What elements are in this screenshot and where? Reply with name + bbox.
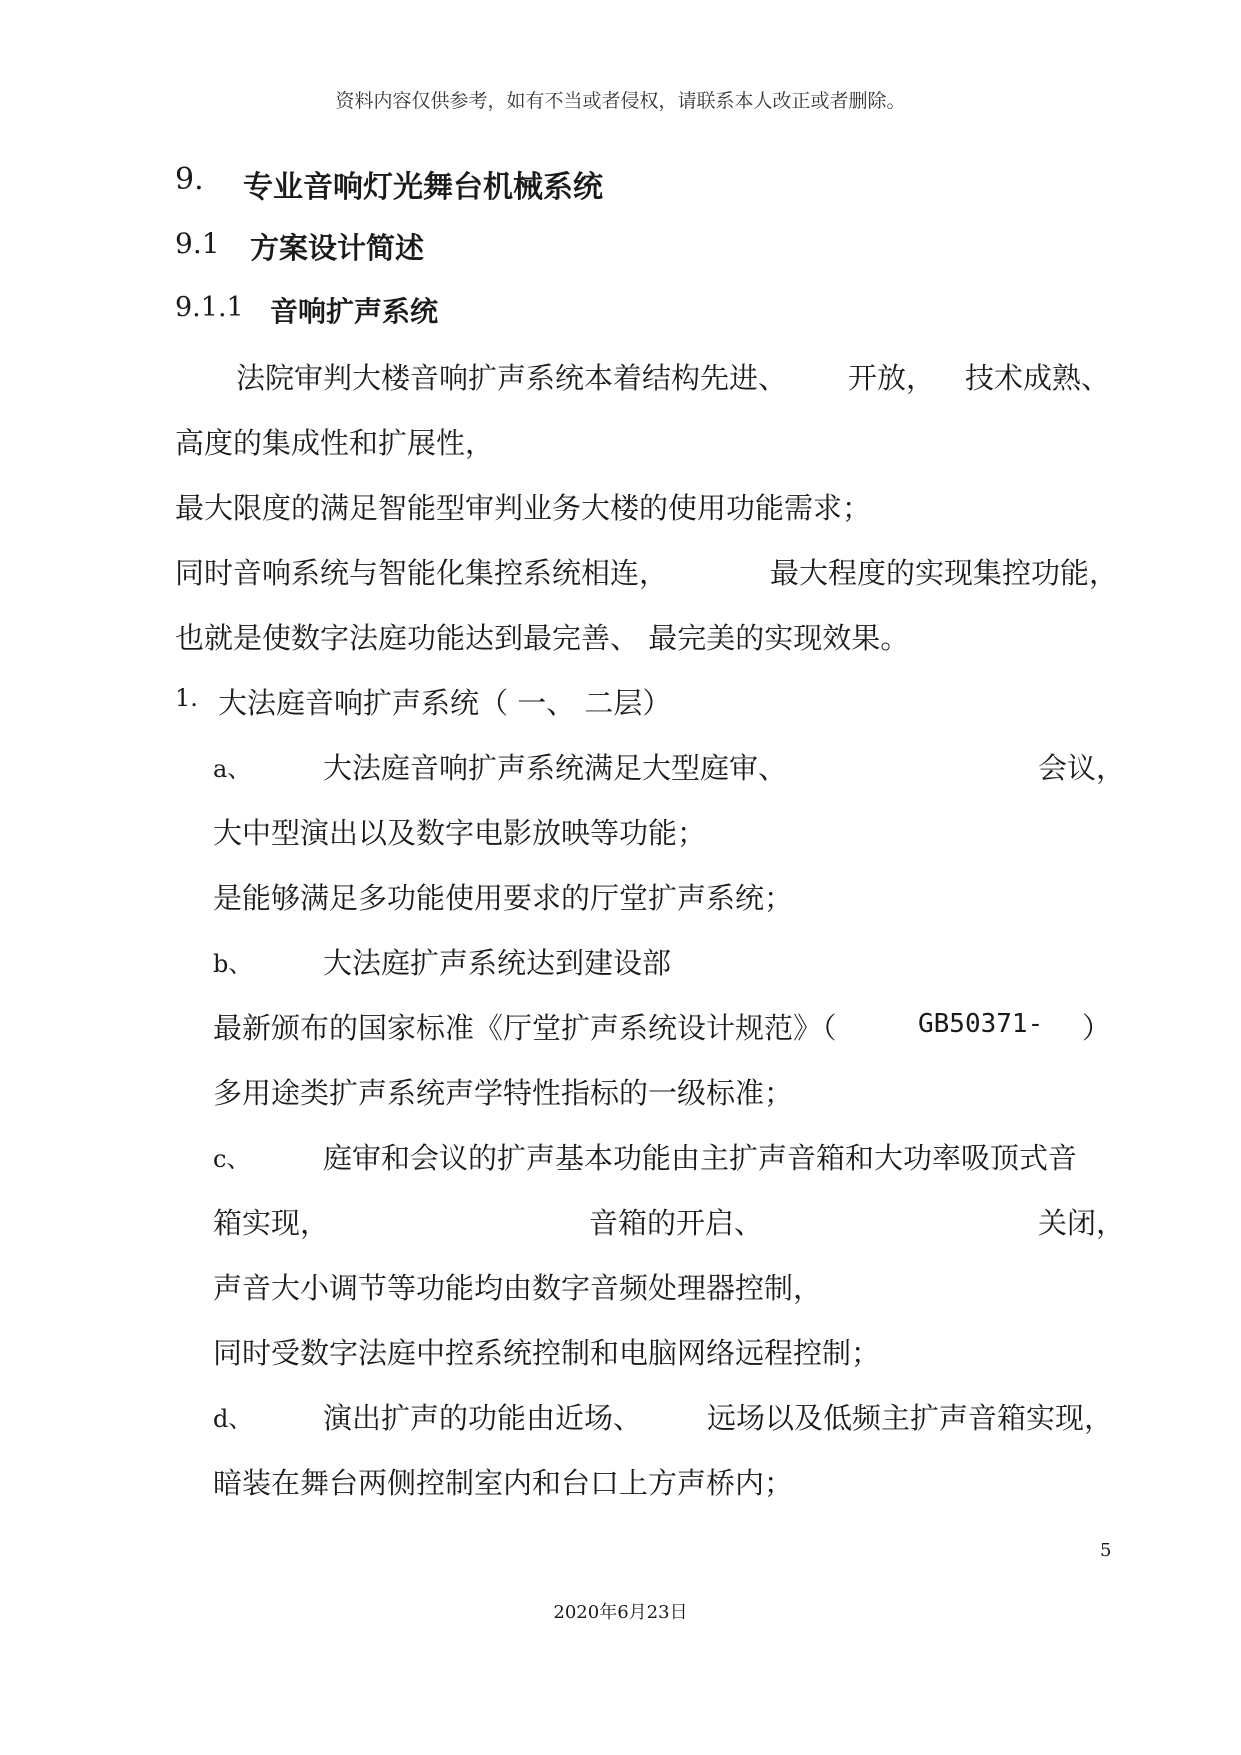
item-d-line-2: 暗装在舞台两侧控制室内和台口上方声桥内； (213, 1466, 794, 1500)
item-c-line-2a: 箱实现， (213, 1206, 330, 1240)
item-b-label: b、 (213, 950, 253, 978)
page-number: 5 (1100, 1540, 1112, 1561)
item-a-label: a、 (213, 755, 252, 783)
item-a-line-2: 大中型演出以及数字电影放映等功能； (213, 816, 707, 850)
item-b-line-2a: 最新颁布的国家标准《厅堂扩声系统设计规范》（ (213, 1011, 837, 1045)
heading-1-title: 专业音响灯光舞台机械系统 (243, 170, 603, 205)
item-d-line-1a: 演出扩声的功能由近场、 (323, 1401, 643, 1435)
section-1-title: 大法庭音响扩声系统（ 一、 二层） (218, 686, 672, 720)
intro-line-5: 也就是使数字法庭功能达到最完善、 最完美的实现效果。 (175, 621, 910, 655)
heading-2-title: 方案设计简述 (250, 231, 425, 265)
item-c-label: c、 (213, 1145, 251, 1173)
item-b-standard-code: GB50371- (918, 1009, 1044, 1039)
heading-3-number: 9.1.1 (175, 292, 244, 323)
item-c-line-3: 声音大小调节等功能均由数字音频处理器控制， (213, 1271, 823, 1305)
item-b-line-3: 多用途类扩声系统声学特性指标的一级标准； (213, 1076, 794, 1110)
item-a-line-3: 是能够满足多功能使用要求的厅堂扩声系统； (213, 881, 794, 915)
intro-line-4b: 最大程度的实现集控功能， (770, 556, 1119, 590)
intro-line-1c: 技术成熟、 (965, 361, 1111, 395)
item-c-line-2b: 音箱的开启、 (589, 1206, 764, 1240)
item-c-line-4: 同时受数字法庭中控系统控制和电脑网络远程控制； (213, 1336, 881, 1370)
disclaimer-header: 资料内容仅供参考，如有不当或者侵权，请联系本人改正或者删除。 (335, 90, 906, 112)
item-b-line-2c: ） (1082, 1011, 1112, 1045)
intro-line-1b: 开放， (848, 361, 936, 395)
intro-line-4a: 同时音响系统与智能化集控系统相连， (175, 556, 669, 590)
section-1-number: 1. (175, 684, 198, 712)
item-d-line-1b: 远场以及低频主扩声音箱实现， (707, 1401, 1114, 1435)
intro-line-2: 高度的集成性和扩展性， (175, 426, 495, 460)
footer-date: 2020年6月23日 (553, 1602, 688, 1623)
item-b-line-1: 大法庭扩声系统达到建设部 (323, 946, 672, 980)
intro-line-1a: 法院审判大楼音响扩声系统本着结构先进、 (236, 361, 788, 395)
item-c-line-1: 庭审和会议的扩声基本功能由主扩声音箱和大功率吸顶式音 (323, 1141, 1078, 1175)
item-d-label: d、 (213, 1405, 253, 1433)
intro-line-3: 最大限度的满足智能型审判业务大楼的使用功能需求； (175, 491, 872, 525)
item-c-line-2c: 关闭， (1038, 1206, 1126, 1240)
item-a-line-1a: 大法庭音响扩声系统满足大型庭审、 (323, 751, 788, 785)
heading-3-title: 音响扩声系统 (270, 295, 439, 328)
heading-1-number: 9. (175, 162, 204, 197)
heading-2-number: 9.1 (175, 227, 220, 260)
item-a-line-1b: 会议， (1038, 751, 1126, 785)
